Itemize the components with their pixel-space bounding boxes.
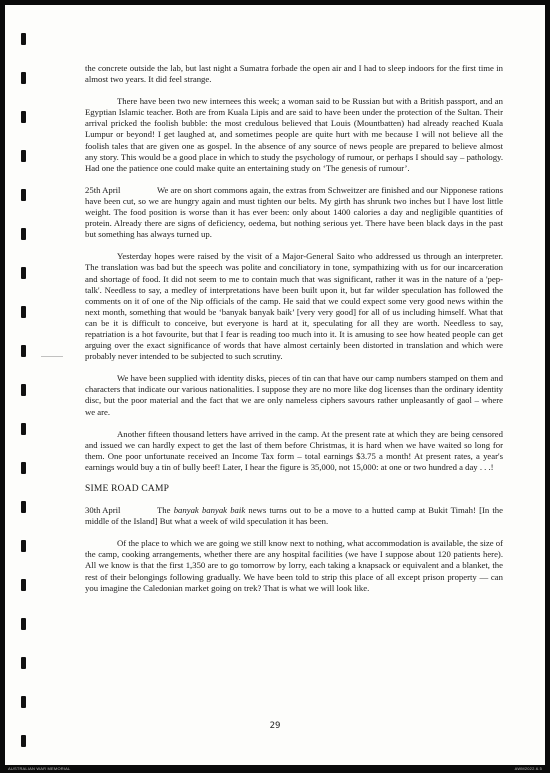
binding-hole [21, 228, 26, 240]
section-heading: SIME ROAD CAMP [85, 484, 170, 494]
binding-hole [21, 33, 26, 45]
binding-hole [21, 462, 26, 474]
archive-footer-left: AUSTRALIAN WAR MEMORIAL [8, 766, 71, 771]
dated-paragraph [85, 505, 503, 527]
ring-binding [5, 5, 35, 765]
binding-hole [21, 306, 26, 318]
archive-footer-right: AWM2022.6.5 [514, 766, 542, 771]
paragraph: Of the place to which we are going we still know next to nothing, what accommodation is available, the size of the camp, cooking arrangements, whether there are any hospital facilities (we have I suppose about 120 patients here). All we know is that the first 1,350 are to go tomorrow by lorry, each taking a knapsack or equivalent and a blanket, the rest of their belongings following gradually. We have been told to strip this place of all except prison property — can you imagine the Caledonian market going on trek? That is what we will look like. [85, 538, 504, 593]
binding-hole [21, 72, 26, 84]
entry-date: 25th April [85, 184, 121, 195]
binding-hole [21, 423, 26, 435]
binding-hole [21, 618, 26, 630]
binding-hole [21, 384, 26, 396]
diary-text [85, 63, 503, 605]
binding-hole [21, 111, 26, 123]
binding-hole [21, 345, 26, 357]
binding-hole [21, 150, 26, 162]
entry-date: 30th April [85, 505, 121, 516]
binding-hole [21, 579, 26, 591]
margin-pencil-mark [41, 356, 63, 357]
binding-hole [21, 735, 26, 747]
italic-phrase: banyak banyak baik [173, 505, 246, 516]
binding-hole [21, 189, 26, 201]
paragraph-text: news turns out to be a move to a hutted camp at Bukit Timah! [In the middle of the Island] But what a week of wild speculation it has been. [85, 505, 503, 527]
paragraph: the concrete outside the lab, but last night a Sumatra forbade the open air and I had to sleep indoors for the first time in almost two years. It did feel strange. [85, 63, 503, 85]
paragraph-text: We are on short commons again, the extras from Schweitzer are finished and our Nipponese rations have been cut, so we are hungry again and must tighten our belts. My girth has shrunk two inches but I have lost little weight. The food position is worse than it has ever been: only about 1400 calories a day and negligible quantities of protein. Already there are signs of deficiency, oedema, but nothing serious yet. There have been black days in the past but something has always turned up. [85, 184, 503, 240]
dated-paragraph [85, 185, 503, 240]
binding-hole [21, 267, 26, 279]
page-number: 29 [269, 721, 281, 731]
binding-hole [21, 696, 26, 708]
paragraph: We have been supplied with identity disks, pieces of tin can that have our camp numbers stamped on them and characters that indicate our various nationalities. I suppose they are no more like dog licenses than the ordinary identity disc, but the poor material and the fact that we are only nameless ciphers savours rather unpleasantly of gaol – where we are. [85, 373, 503, 417]
binding-hole [21, 540, 26, 552]
paragraph: There have been two new internees this week; a woman said to be Russian but with a British passport, and an Egyptian Islamic teacher. Both are from Kuala Lipis and are said to have been under the protection of the Sultan. Their arrival pricked the foolish bubble: the most credulous believed that Louis (Mountbatten) had already reached Kuala Lumpur or beyond! I get laughed at, and sometimes people are quite hurt with me because I will not believe all the foolish tales that are given one as gospel. In the absence of any source of news people are prepared to believe almost any story. This would be a good place in which to study the psychology of rumour, or perhaps I should say – pathology. Had one the patience one could make quite an entertaining study on ‘The genesis of rumour’. [85, 96, 503, 173]
document-page [5, 5, 545, 765]
paragraph: Yesterday hopes were raised by the visit of a Major-General Saito who addressed us through an interpreter. The translation was bad but the speech was polite and conciliatory in tone, sympathizing with us for our incarceration and shortage of food. It did not seem to me to contain much that was significant, rather it was in the nature of a 'pep-talk'. Needless to say, a medley of interpretations have been built upon it, but far wilder speculation has followed the comments on it of one of the Nip officials of the camp. He said that we could expect some very good news within the next month, something that would be ‘banyak banyak baik’ [very very good] for all of us including himself. What that can be it is difficult to conceive, but everyone is hard at it, speculating for all they are worth. Needless to say, repatriation is a hot favourite, but that I fear is reading too much into it. It is amusing to see how heated people can get arguing over the exact significance of words that have almost certainly been distorted in translation and which were probably never intended to be subjected to such scrutiny. [85, 251, 503, 362]
binding-hole [21, 501, 26, 513]
binding-hole [21, 657, 26, 669]
paragraph-text: The [157, 505, 174, 516]
paragraph: Another fifteen thousand letters have arrived in the camp. At the present rate at which they are being censored and issued we can hardly expect to get the last of them before Christmas, it is hard when we have waited so long for them. One poor unfortunate received an Income Tax form – total earnings $3.75 a month! At present rates, a year's earnings would buy a tin of bully beef! Later, I hear the figure is 35,000, not 15,000: at one or two hundred a day . . .! [85, 428, 503, 472]
